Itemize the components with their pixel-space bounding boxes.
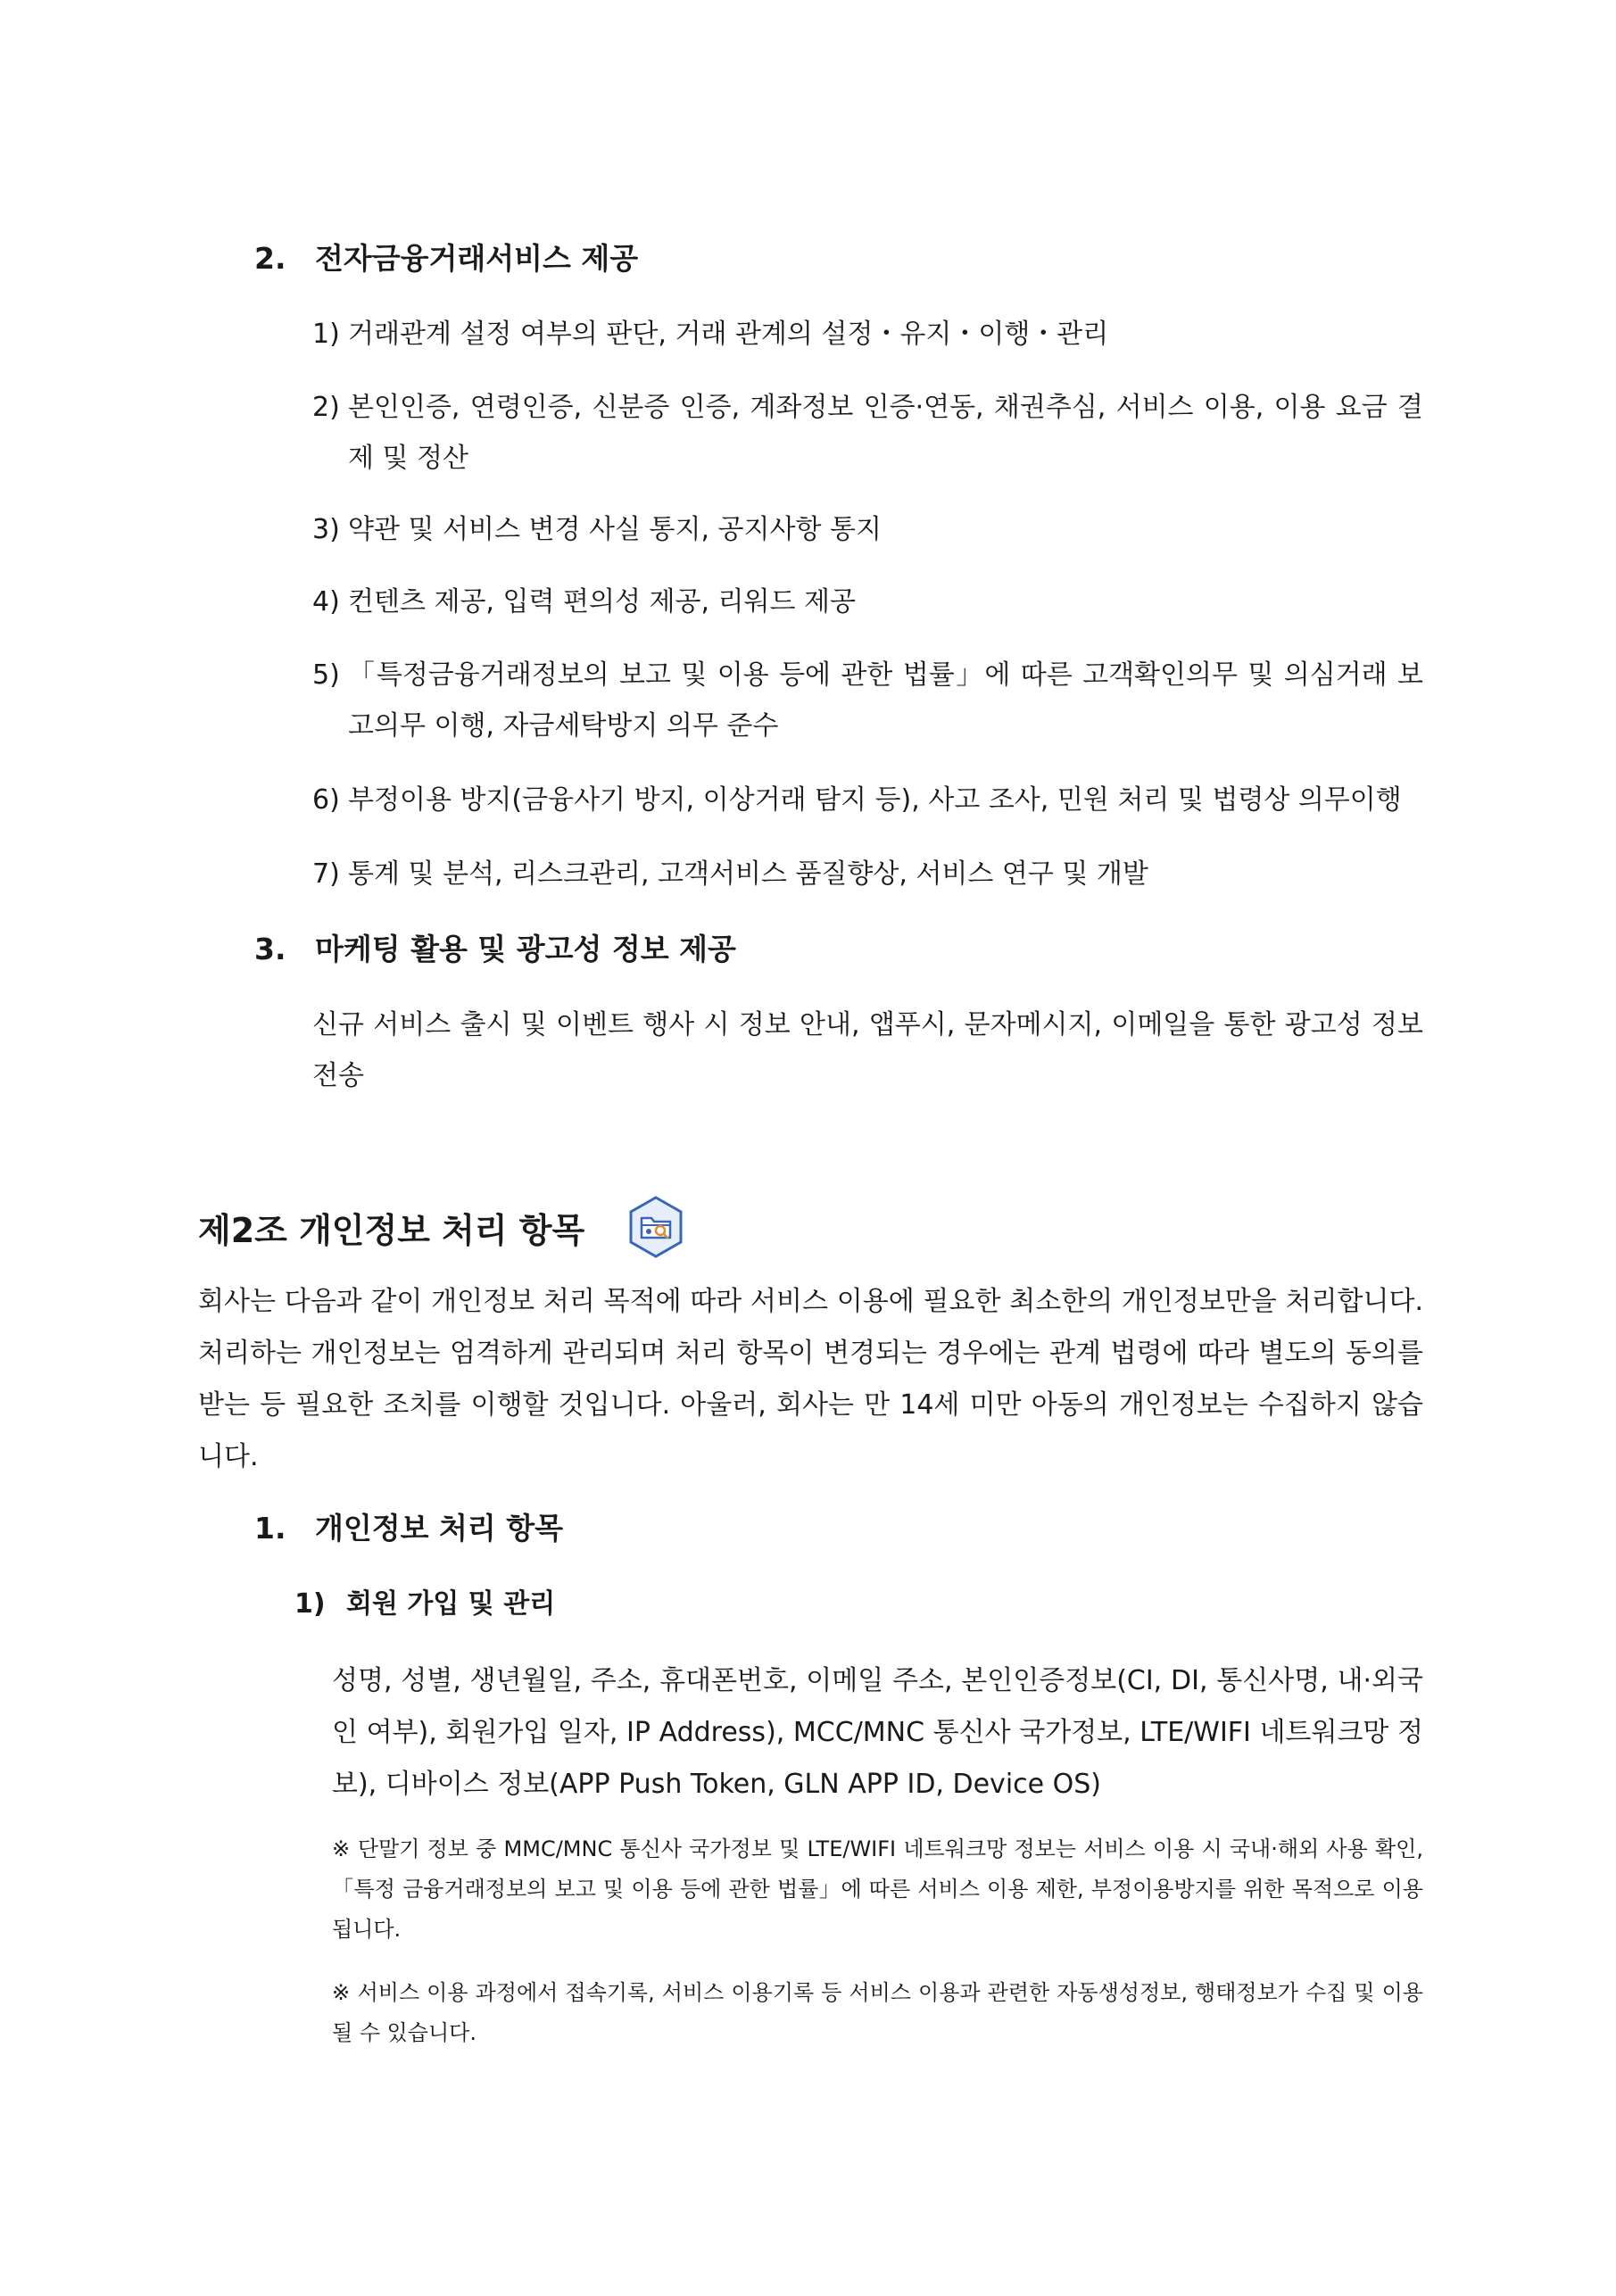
list-item	[312, 382, 1423, 484]
list-item-number: 2)	[312, 392, 340, 423]
list-item-number: 4)	[312, 586, 340, 618]
section-heading-3	[254, 932, 1414, 967]
list-item-text: 통계 및 분석, 리스크관리, 고객서비스 품질향상, 서비스 연구 및 개발	[348, 858, 1148, 890]
list-item	[312, 309, 1423, 360]
article-intro: 회사는 다음과 같이 개인정보 처리 목적에 따라 서비스 이용에 필요한 최소한의 개인정보만을 처리합니다. 처리하는 개인정보는 엄격하게 관리되며 처리 항목이 변경되는 경우에는 관계 법령에 따라 별도의 동의를 받는 등 필요한 조치를 이행할 것입니다. 아울러, 회사는 만 14세 미만 아동의 개인정보는 수집하지 않습니다.	[198, 1286, 1423, 1472]
section-number: 3.	[254, 932, 286, 966]
list-item-text: 「특정금융거래정보의 보고 및 이용 등에 관한 법률」에 따른 고객확인의무 및 의심거래 보고의무 이행, 자금세탁방지 의무 준수	[348, 659, 1423, 742]
personal-info-folder-icon	[624, 1195, 688, 1259]
section-title: 전자금융거래서비스 제공	[315, 241, 639, 276]
section-heading-2	[254, 241, 1414, 277]
article-title	[198, 1200, 688, 1254]
section-number: 1.	[254, 1511, 286, 1546]
list-item-number: 1)	[312, 319, 340, 350]
list-item-text: 부정이용 방지(금융사기 방지, 이상거래 탐지 등), 사고 조사, 민원 처리 및 법령상 의무이행	[348, 784, 1402, 816]
article-title-text: 제2조 개인정보 처리 항목	[198, 1210, 585, 1250]
section-title: 개인정보 처리 항목	[315, 1511, 564, 1546]
list-item-number: 7)	[312, 858, 340, 890]
note-device-info: ※ 단말기 정보 중 MMC/MNC 통신사 국가정보 및 LTE/WIFI 네트워크망 정보는 서비스 이용 시 국내·해외 사용 확인, 「특정 금융거래정보의 보고 및 이용 등에 관한 법률」에 따른 서비스 이용 제한, 부정이용방지를 위한 목적으로 이용됩니다.	[332, 1836, 1423, 1942]
collected-items-paragraph: 성명, 성별, 생년월일, 주소, 휴대폰번호, 이메일 주소, 본인인증정보(CI, DI, 통신사명, 내·외국인 여부), 회원가입 일자, IP Address), MCC/MNC 통신사 국가정보, LTE/WIFI 네트워크망 정보), 디바이스 정보(APP Push Token, GLN APP ID, Device OS)	[332, 1665, 1423, 1800]
list-item-number: 5)	[312, 659, 340, 691]
list-item-text: 거래관계 설정 여부의 판단, 거래 관계의 설정・유지・이행・관리	[348, 319, 1109, 350]
subsection-title: 회원 가입 및 관리	[346, 1588, 556, 1620]
note-auto-generated-info: ※ 서비스 이용 과정에서 접속기록, 서비스 이용기록 등 서비스 이용과 관련한 자동생성정보, 행태정보가 수집 및 이용될 수 있습니다.	[332, 1980, 1423, 2045]
list-item-text: 본인인증, 연령인증, 신분증 인증, 계좌정보 인증·연동, 채권추심, 서비스 이용, 이용 요금 결제 및 정산	[348, 392, 1423, 474]
list-item-text: 컨텐츠 제공, 입력 편의성 제공, 리워드 제공	[348, 586, 856, 618]
list-item	[312, 576, 1423, 627]
list-item	[312, 775, 1423, 825]
list-item	[312, 849, 1423, 899]
list-item	[312, 650, 1423, 751]
section-heading-1	[254, 1511, 1414, 1546]
list-item-text: 약관 및 서비스 변경 사실 통지, 공지사항 통지	[348, 514, 882, 545]
section-title: 마케팅 활용 및 광고성 정보 제공	[315, 932, 736, 966]
subsection-heading	[294, 1587, 555, 1622]
list-item	[312, 504, 1423, 555]
section-number: 2.	[254, 241, 286, 276]
subsection-number: 1)	[294, 1588, 326, 1620]
list-item-number: 6)	[312, 784, 340, 816]
list-item-number: 3)	[312, 514, 340, 545]
section-body: 신규 서비스 출시 및 이벤트 행사 시 정보 안내, 앱푸시, 문자메시지, 이메일을 통한 광고성 정보 전송	[312, 1009, 1423, 1091]
